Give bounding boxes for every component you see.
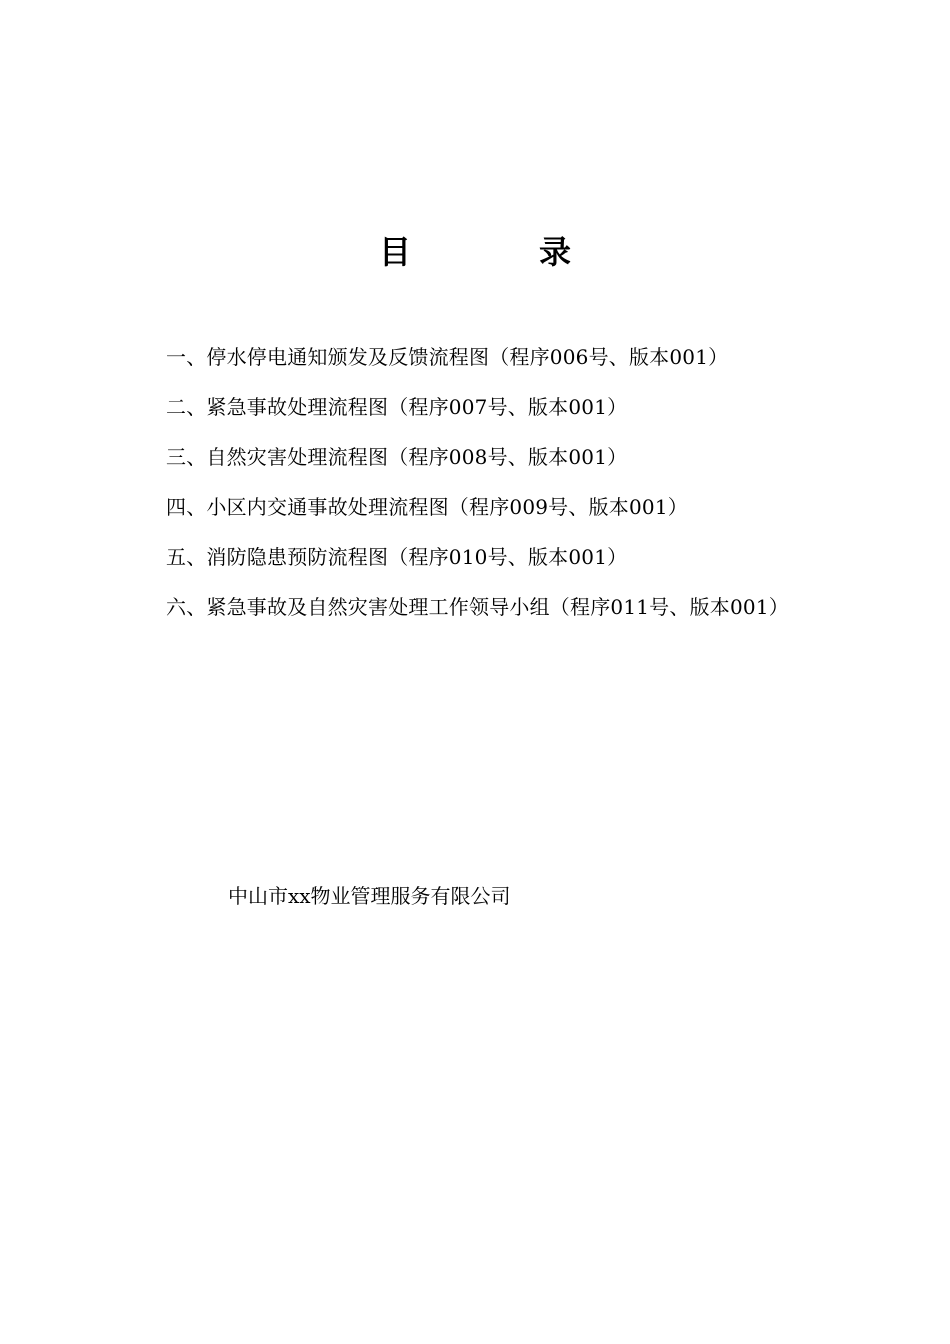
table-of-contents (144, 332, 812, 632)
toc-item-2: 二、紧急事故处理流程图（程序007号、版本001） (166, 395, 628, 419)
toc-item-4: 四、小区内交通事故处理流程图（程序009号、版本001） (166, 495, 688, 519)
toc-item-1: 一、停水停电通知颁发及反馈流程图（程序006号、版本001） (166, 345, 729, 369)
toc-item-5: 五、消防隐患预防流程图（程序010号、版本001） (166, 545, 628, 569)
toc-item-6: 六、紧急事故及自然灾害处理工作领导小组（程序011号、版本001） (166, 595, 789, 619)
page-title: 目 录 (378, 233, 619, 271)
toc-item-3: 三、自然灾害处理流程图（程序008号、版本001） (166, 445, 628, 469)
company-name: 中山市xx物业管理服务有限公司 (228, 884, 511, 908)
